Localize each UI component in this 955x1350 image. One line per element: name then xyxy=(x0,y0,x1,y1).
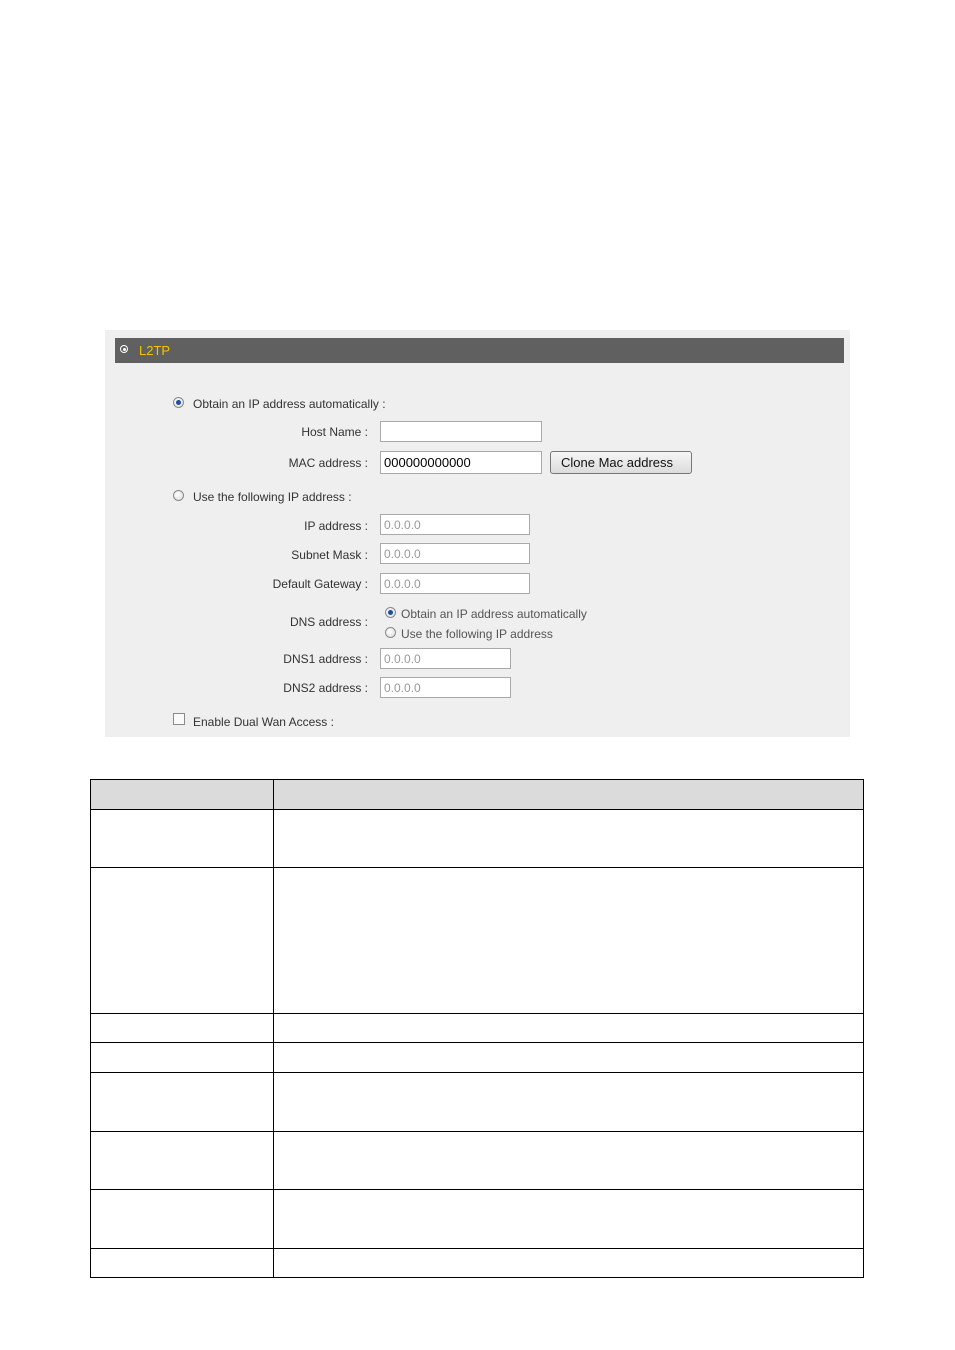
table-cell xyxy=(273,868,863,1014)
table-cell xyxy=(273,780,863,810)
table-cell xyxy=(91,1190,274,1249)
dns2-address-input[interactable]: 0.0.0.0 xyxy=(380,677,511,698)
table-cell xyxy=(91,1073,274,1132)
table-cell xyxy=(273,1073,863,1132)
table-cell xyxy=(273,1190,863,1249)
dns2-address-label: DNS2 address : xyxy=(283,681,368,695)
dns-auto-label: Obtain an IP address automatically xyxy=(401,607,587,621)
subnet-mask-input[interactable]: 0.0.0.0 xyxy=(380,543,530,564)
ip-address-label: IP address : xyxy=(304,519,368,533)
table-cell xyxy=(91,780,274,810)
clone-mac-button[interactable]: Clone Mac address xyxy=(550,451,692,474)
obtain-auto-radio[interactable] xyxy=(173,397,184,408)
l2tp-header xyxy=(115,338,844,363)
l2tp-panel xyxy=(105,330,850,737)
dual-wan-checkbox[interactable] xyxy=(173,713,185,725)
use-following-radio[interactable] xyxy=(173,490,184,501)
table-row xyxy=(91,1043,864,1073)
table-cell xyxy=(91,1014,274,1043)
l2tp-radio[interactable] xyxy=(120,345,128,353)
table-cell xyxy=(91,810,274,868)
default-gateway-label: Default Gateway : xyxy=(272,577,368,591)
table-row xyxy=(91,868,864,1014)
table-row xyxy=(91,1132,864,1190)
table-cell xyxy=(91,1043,274,1073)
description-table xyxy=(90,779,864,1278)
table-cell xyxy=(91,868,274,1014)
obtain-auto-label: Obtain an IP address automatically : xyxy=(193,397,386,411)
table-row xyxy=(91,1014,864,1043)
dns-manual-radio[interactable] xyxy=(385,627,396,638)
ip-address-input[interactable]: 0.0.0.0 xyxy=(380,514,530,535)
dns-manual-label: Use the following IP address xyxy=(401,627,553,641)
use-following-label: Use the following IP address : xyxy=(193,490,352,504)
dual-wan-label: Enable Dual Wan Access : xyxy=(193,715,334,729)
table-cell xyxy=(273,810,863,868)
host-name-label: Host Name : xyxy=(301,425,368,439)
table-header-row xyxy=(91,780,864,810)
table-cell xyxy=(273,1043,863,1073)
dns-address-label: DNS address : xyxy=(289,615,368,629)
l2tp-title: L2TP xyxy=(139,343,171,358)
dns1-address-input[interactable]: 0.0.0.0 xyxy=(380,648,511,669)
dns-auto-radio[interactable] xyxy=(385,607,396,618)
mac-address-label: MAC address : xyxy=(288,456,368,470)
table-row xyxy=(91,1073,864,1132)
table-cell xyxy=(91,1132,274,1190)
table-cell xyxy=(273,1014,863,1043)
table-cell xyxy=(273,1132,863,1190)
table-cell xyxy=(273,1249,863,1278)
dns1-address-label: DNS1 address : xyxy=(283,652,368,666)
table-row xyxy=(91,1249,864,1278)
default-gateway-input[interactable]: 0.0.0.0 xyxy=(380,573,530,594)
table-row xyxy=(91,1190,864,1249)
subnet-mask-label: Subnet Mask : xyxy=(291,548,368,562)
table-cell xyxy=(91,1249,274,1278)
host-name-input[interactable] xyxy=(380,421,542,442)
mac-address-input[interactable]: 000000000000 xyxy=(380,451,542,474)
table-row xyxy=(91,810,864,868)
